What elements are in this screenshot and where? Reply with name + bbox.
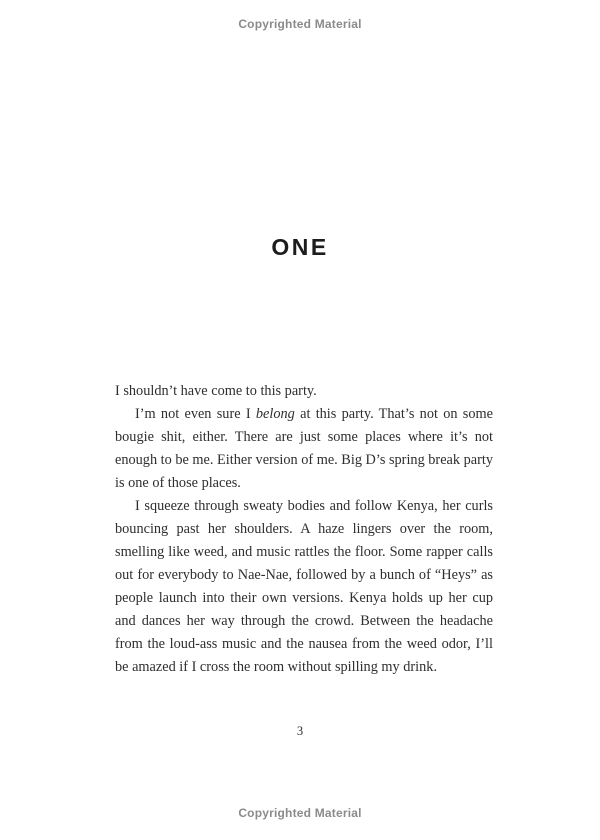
italic-text: belong [255,406,295,422]
text-segment: I shouldn’t have come to this party. [115,383,317,399]
text-segment: at this party. That’s not on some bougie shit, either. There are just some places where it’s not enough to be me. Either version of me. Big D’s spring break party is one of those places. [115,406,493,491]
paragraph [115,403,493,495]
body-text [115,380,493,679]
text-segment: I squeeze through sweaty bodies and follow Kenya, her curls bouncing past her shoulders. A haze lingers over the room, smelling like weed, and music rattles the floor. Some rapper calls out for everybody to Nae-Nae, followed by a bunch of “Heys” as people launch into their own versions. Kenya holds up her cup and dances her way through the crowd. Between the headache from the loud-ass music and the nausea from the weed odor, I’ll be amazed if I cross the room without spilling my drink. [115,498,493,675]
paragraph [115,495,493,679]
text-segment: I’m not even sure I [135,406,256,422]
copyright-notice-top: Copyrighted Material [238,17,362,31]
page-number: 3 [296,724,304,738]
chapter-title: ONE [271,234,329,261]
copyright-notice-bottom: Copyrighted Material [238,806,362,820]
paragraph [115,380,493,403]
